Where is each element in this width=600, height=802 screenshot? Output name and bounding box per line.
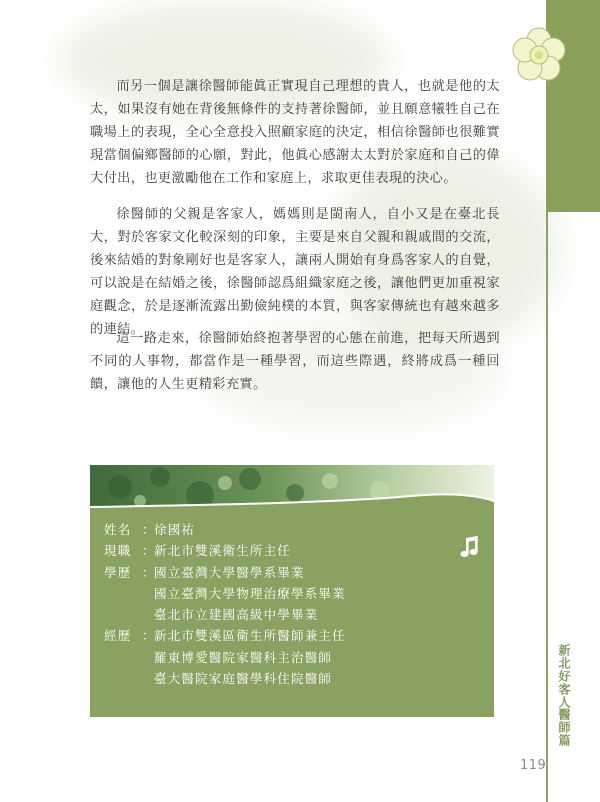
paragraph-1: 而另一個是讓徐醫師能眞正實現自己理想的貴人，也就是他的太太，如果沒有她在背後無條件的支持著徐醫師，並且願意犧牲自己在職場上的表現，全心全意投入照顧家庭的決定，相信徐醫師也很難實現當個偏鄉醫師的心願，對此，他眞心感謝太太對於家庭和自己的偉大付出，也更激勵他在工作和家庭上，求取更佳表現的決心。 [90,79,500,186]
sidebar-accent-line [546,212,548,802]
music-note-icon [458,533,486,561]
profile-separator: ： [142,628,156,644]
profile-row [104,604,346,625]
profile-row [104,668,346,689]
profile-label [104,604,142,625]
profile-value: 新北市雙溪衛生所主任 [154,543,292,559]
profile-value: 徐國祐 [154,522,196,537]
profile-row [104,625,346,646]
sidebar-title: 新北好客人 [557,644,571,709]
profile-separator: ： [142,564,156,580]
profile-value: 新北市雙溪區衛生所醫師兼主任 [154,628,346,644]
profile-row [104,583,346,604]
profile-separator: ： [142,543,156,559]
paragraph-2: 徐醫師的父親是客家人，媽媽則是閩南人，自小又是在臺北長大，對於客家文化較深刻的印象，主要是來自父親和親戚間的交流，後來結婚的對象剛好也是客家人，讓兩人開始有身爲客家人的自覺，可以說是在結婚之後，徐醫師認爲組織家庭之後，讓他們更加重視家庭觀念，於是逐漸流露出勤儉純樸的本質，與客家傳統也有越來越多的連結。 [90,207,500,337]
flower-icon [508,24,570,86]
profile-label: 經歷 [104,628,132,644]
profile-value: 羅東博愛醫院家醫科主治醫師 [154,649,333,665]
profile-value: 臺北市立建國高級中學畢業 [154,607,319,623]
paragraph-3: 這一路走來，徐醫師始終抱著學習的心態在前進，把每天所遇到不同的人事物，都當作是一種學習，而這些際遇，終將成爲一種回饋，讓他的人生更精彩充實。 [90,331,500,392]
profile-row [104,519,346,540]
profile-label [104,647,142,668]
profile-label: 現職 [104,543,132,559]
profile-row [104,647,346,668]
sidebar-section: 醫師篇 [557,708,571,747]
profile-value: 臺大醫院家庭醫學科住院醫師 [154,671,333,687]
page-number: 119 [520,758,547,773]
profile-label: 姓名 [104,522,132,537]
profile-label [104,583,142,604]
profile-separator: ： [142,522,156,537]
profile-label: 學歷 [104,564,132,580]
profile-list [104,519,346,689]
profile-value: 國立臺灣大學物理治療學系畢業 [154,585,346,601]
profile-row [104,562,346,583]
profile-label [104,668,142,689]
profile-box [90,465,494,717]
profile-row [104,540,346,561]
floral-banner [90,465,494,525]
profile-value: 國立臺灣大學醫學系畢業 [154,564,305,580]
